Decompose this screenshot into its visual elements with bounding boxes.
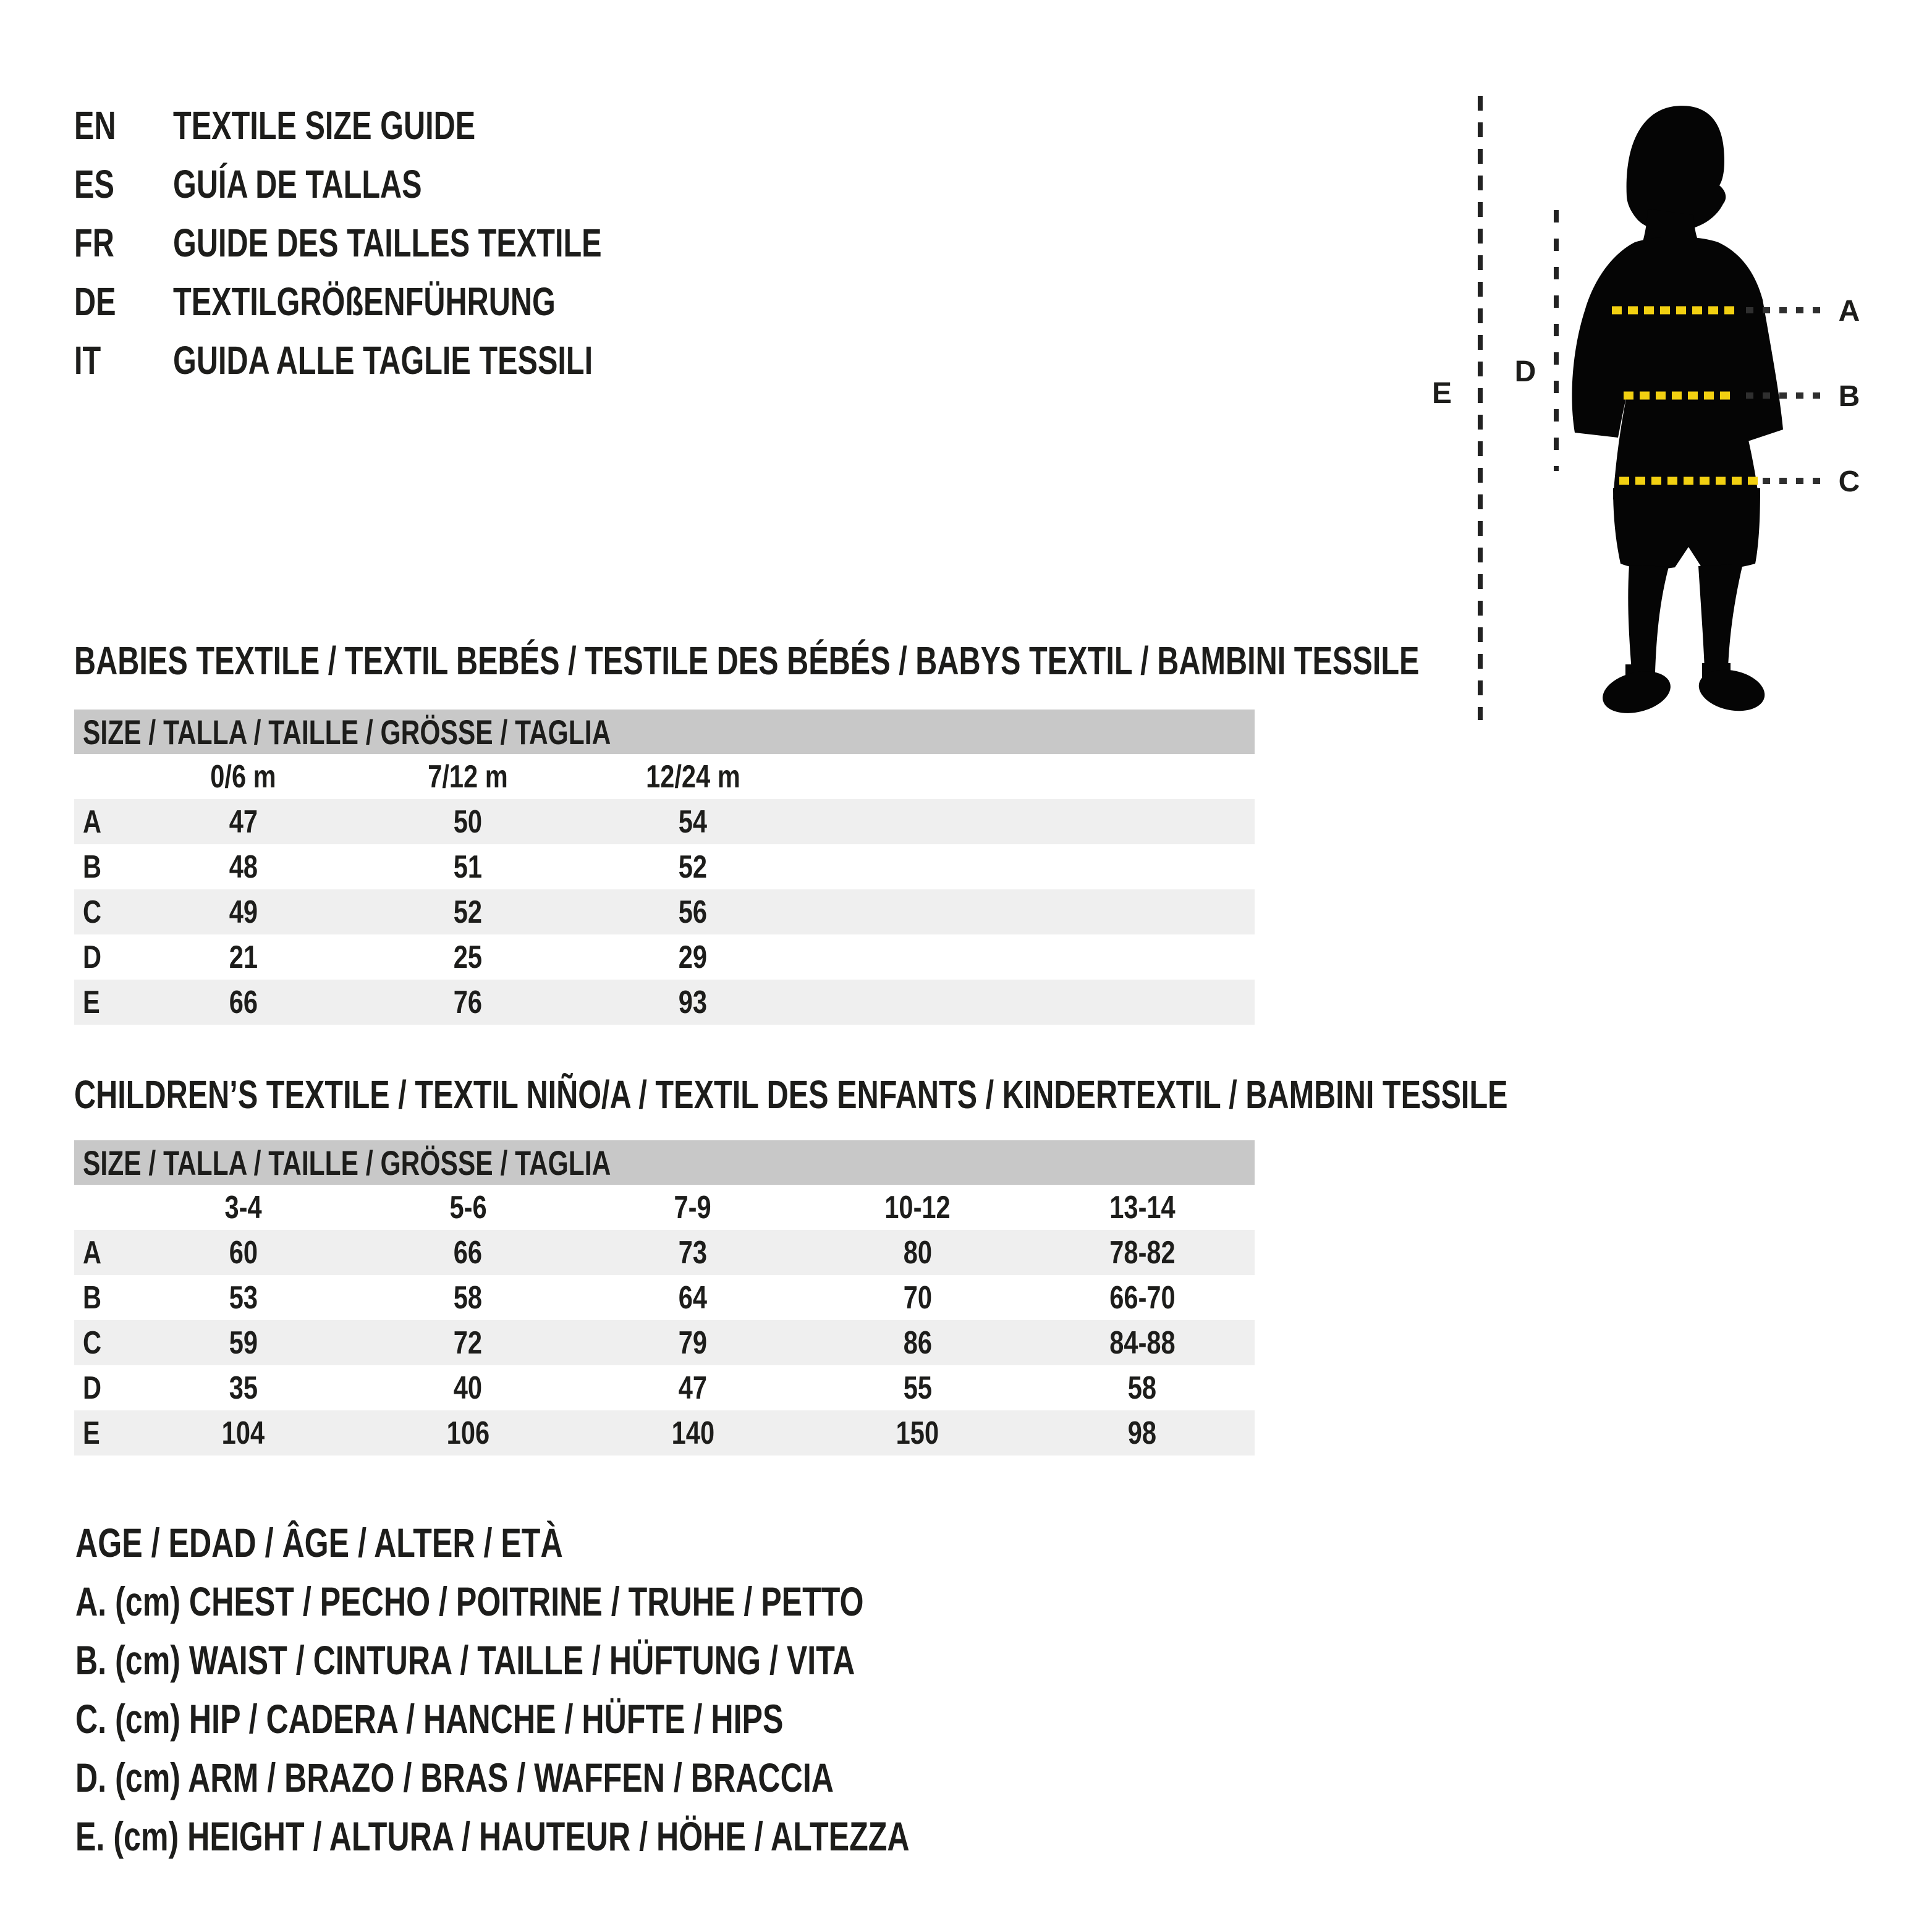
value-cell: 29 <box>678 939 708 975</box>
measurement-legend <box>75 1513 1173 1865</box>
column-header-cell: 10-12 <box>884 1189 951 1226</box>
silhouette-shorts <box>1613 488 1760 569</box>
value-cell: 59 <box>229 1324 258 1361</box>
column-header-cell: 3-4 <box>224 1189 262 1226</box>
column-header-cell: 7/12 m <box>428 758 509 795</box>
label-e: E <box>1431 377 1452 410</box>
column-header-cell: 7-9 <box>674 1189 712 1226</box>
size-table-header: SIZE / TALLA / TAILLE / GRÖSSE / TAGLIA <box>74 710 1255 754</box>
column-header-cell: 5-6 <box>449 1189 487 1226</box>
language-title: GUIDE DES TAILLES TEXTILE <box>173 220 602 265</box>
value-cell: 98 <box>1128 1415 1157 1451</box>
language-code: IT <box>74 337 101 383</box>
language-header <box>74 96 737 389</box>
language-code: ES <box>74 161 114 206</box>
value-cell: 53 <box>229 1279 258 1316</box>
table-row-b <box>74 844 1255 889</box>
language-row-en <box>74 96 737 155</box>
children-section-title-text: CHILDREN’S TEXTILE / TEXTIL NIÑO/A / TEXTIL DES ENFANTS / KINDERTEXTIL / BAMBINI TESSILE <box>74 1072 1508 1117</box>
value-cell: 150 <box>896 1415 939 1451</box>
value-cell: 70 <box>903 1279 932 1316</box>
column-header-cell: 0/6 m <box>210 758 276 795</box>
row-label: E <box>83 1415 100 1451</box>
column-header-row <box>74 1185 1255 1230</box>
value-cell: 78-82 <box>1109 1234 1176 1271</box>
row-label: A <box>83 803 102 840</box>
value-cell: 48 <box>229 849 258 885</box>
value-cell: 58 <box>1128 1370 1157 1406</box>
value-cell: 64 <box>678 1279 708 1316</box>
value-cell: 40 <box>454 1370 483 1406</box>
label-b: B <box>1838 380 1860 413</box>
row-label: B <box>83 849 102 885</box>
legend-line: B. (cm) WAIST / CINTURA / TAILLE / HÜFTUNG / VITA <box>75 1637 855 1683</box>
language-code: FR <box>74 220 114 265</box>
language-row-es <box>74 155 737 213</box>
language-title: GUIDA ALLE TAGLIE TESSILI <box>173 337 593 383</box>
value-cell: 35 <box>229 1370 258 1406</box>
language-code: EN <box>74 103 116 148</box>
column-header-cell: 12/24 m <box>645 758 740 795</box>
language-title: GUÍA DE TALLAS <box>173 161 422 206</box>
value-cell: 93 <box>678 984 708 1020</box>
babies-section-title <box>74 638 1844 683</box>
row-label: C <box>83 894 102 930</box>
label-d: D <box>1514 355 1536 388</box>
value-cell: 52 <box>454 894 483 930</box>
language-title: TEXTILGRÖßENFÜHRUNG <box>173 279 556 324</box>
children-section-title <box>74 1072 1932 1117</box>
value-cell: 73 <box>678 1234 708 1271</box>
child-silhouette <box>1572 106 1783 719</box>
row-label: C <box>83 1324 102 1361</box>
row-label: D <box>83 939 102 975</box>
measurement-figure <box>1409 87 1932 791</box>
language-row-fr <box>74 213 737 272</box>
table-row-d <box>74 1365 1255 1410</box>
legend-line: E. (cm) HEIGHT / ALTURA / HAUTEUR / HÖHE / ALTEZZA <box>75 1813 910 1859</box>
value-cell: 80 <box>903 1234 932 1271</box>
table-row-a <box>74 799 1255 844</box>
value-cell: 47 <box>229 803 258 840</box>
table-row-e <box>74 1410 1255 1455</box>
legend-line: AGE / EDAD / ÂGE / ALTER / ETÀ <box>75 1519 563 1566</box>
value-cell: 79 <box>678 1324 708 1361</box>
value-cell: 54 <box>678 803 708 840</box>
value-cell: 47 <box>678 1370 708 1406</box>
value-cell: 58 <box>454 1279 483 1316</box>
value-cell: 140 <box>671 1415 714 1451</box>
table-row-c <box>74 1320 1255 1365</box>
value-cell: 25 <box>454 939 483 975</box>
row-label: B <box>83 1279 102 1316</box>
table-row-d <box>74 934 1255 980</box>
language-code: DE <box>74 279 116 324</box>
value-cell: 66 <box>454 1234 483 1271</box>
value-cell: 56 <box>678 894 708 930</box>
legend-line: A. (cm) CHEST / PECHO / POITRINE / TRUHE / PETTO <box>75 1578 864 1624</box>
value-cell: 50 <box>454 803 483 840</box>
value-cell: 106 <box>446 1415 490 1451</box>
value-cell: 60 <box>229 1234 258 1271</box>
value-cell: 55 <box>903 1370 932 1406</box>
table-row-c <box>74 889 1255 934</box>
value-cell: 104 <box>222 1415 265 1451</box>
value-cell: 86 <box>903 1324 932 1361</box>
row-label: D <box>83 1370 102 1406</box>
row-label: E <box>83 984 100 1020</box>
column-header-row <box>74 754 1255 799</box>
legend-line: C. (cm) HIP / CADERA / HANCHE / HÜFTE / HIPS <box>75 1695 784 1742</box>
table-row-b <box>74 1275 1255 1320</box>
babies-size-table <box>74 710 1255 1025</box>
legend-line: D. (cm) ARM / BRAZO / BRAS / WAFFEN / BRACCIA <box>75 1754 834 1800</box>
value-cell: 76 <box>454 984 483 1020</box>
value-cell: 66-70 <box>1109 1279 1176 1316</box>
size-table-header: SIZE / TALLA / TAILLE / GRÖSSE / TAGLIA <box>74 1140 1255 1185</box>
language-row-it <box>74 331 737 389</box>
row-label: A <box>83 1234 102 1271</box>
table-row-a <box>74 1230 1255 1275</box>
language-title: TEXTILE SIZE GUIDE <box>173 103 476 148</box>
silhouette-shirt <box>1572 237 1783 504</box>
value-cell: 51 <box>454 849 483 885</box>
value-cell: 21 <box>229 939 258 975</box>
value-cell: 49 <box>229 894 258 930</box>
children-size-table <box>74 1140 1255 1455</box>
value-cell: 66 <box>229 984 258 1020</box>
language-row-de <box>74 272 737 331</box>
value-cell: 72 <box>454 1324 483 1361</box>
label-c: C <box>1838 465 1860 498</box>
label-a: A <box>1838 295 1860 328</box>
babies-section-title-text: BABIES TEXTILE / TEXTIL BEBÉS / TESTILE DES BÉBÉS / BABYS TEXTIL / BAMBINI TESSILE <box>74 638 1420 683</box>
value-cell: 84-88 <box>1109 1324 1176 1361</box>
column-header-cell: 13-14 <box>1109 1189 1176 1226</box>
table-row-e <box>74 980 1255 1025</box>
value-cell: 52 <box>678 849 708 885</box>
